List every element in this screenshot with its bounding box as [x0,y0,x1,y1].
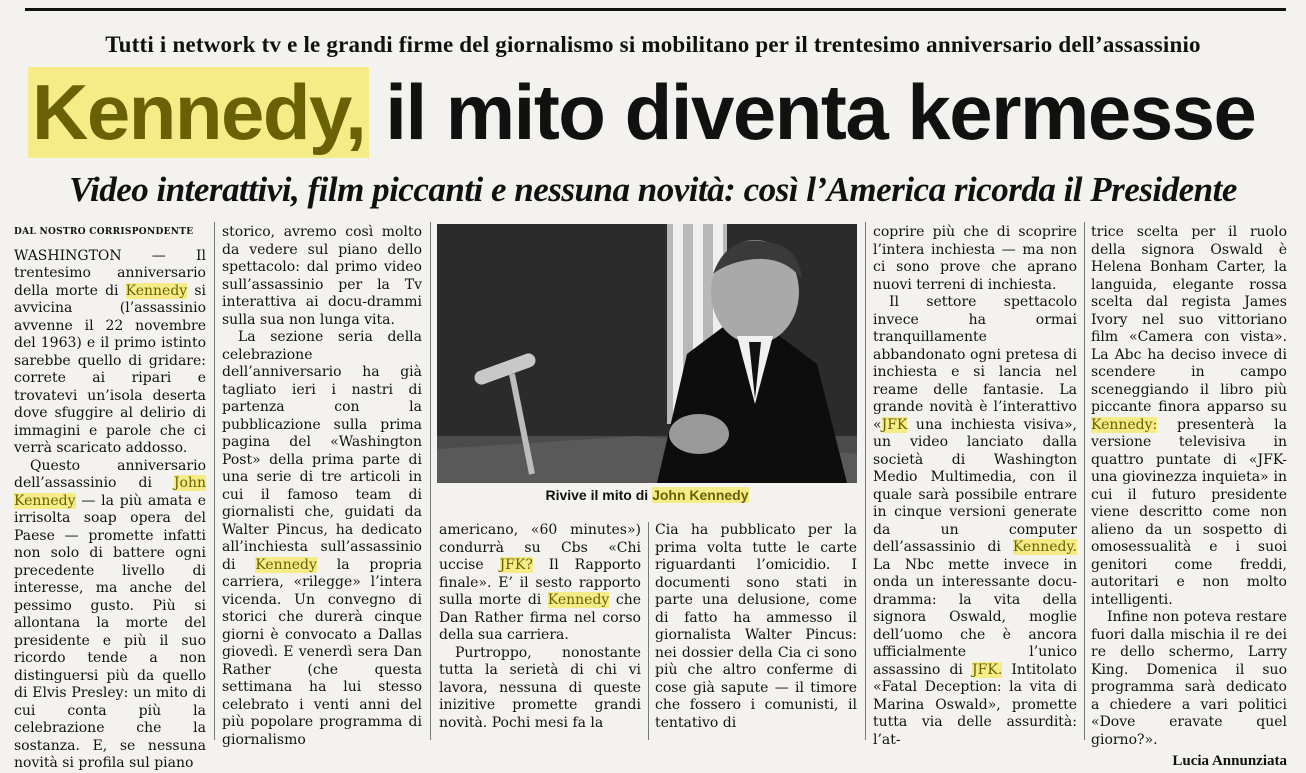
byline-top: DAL NOSTRO CORRISPONDENTE [14,227,194,237]
column-5 [873,224,1077,749]
column-divider [430,222,431,740]
column-2 [222,224,422,749]
kennedy-photo [437,224,857,483]
highlight: Kennedy [255,556,317,573]
highlight: JFK? [499,557,533,573]
column-6 [1091,224,1287,771]
top-rule [25,8,1286,11]
paragraph: Questo anniversario dell’assassinio di John Kennedy — la più amata e irrisolta soap opera del Paese — promette infatti non solo di battere ogni precedente livello di interesse, ma anche del pessimo gusto. Più si allontana la morte del presidente e più il suo ricordo tende a non distinguersi più da quello di Elvis Presley: un mito di cui conta più la celebrazione che la sostanza. E, se nessuna novità si profila sul piano [14,457,206,771]
headline-rest: il mito diventa kermesse [385,67,1256,156]
highlight: John Kennedy [14,475,206,509]
highlight: Kennedy: [1091,416,1158,433]
highlight: Kennedy [125,282,188,299]
headline [28,62,1255,162]
paragraph: La sezione seria della celebrazione dell’anniversario ha già tagliato ieri i nastri di partenza con la pubblicazione sulla prima pagina del «Washington Post» della prima parte di una serie di tre articoli in cui il famoso team di giornalisti che, guidati da Walter Pincus, ha dedicato all’inchiesta sull’assassinio di Kennedy la propria carriera, «rilegge» l’intera vicenda. Un convegno di storici che durerà cinque giorni è convocato a Dallas giovedì. E venerdì sera Dan Rather (che questa settimana ha lui stesso celebrato i venti anni del più popolare programma di giornalismo [222,329,422,748]
column-3 [439,522,641,732]
paragraph: americano, «60 minutes») condurrà su Cbs «Chi uccise JFK? Il Rapporto finale». E’ il sesto rapporto sulla morte di Kennedy che Dan Rather firma nel corso della sua carriera. [439,522,641,643]
highlight: Kennedy. [1012,539,1077,555]
paragraph: Il settore spettacolo invece ha ormai tranquillamente abbandonato ogni pretesa di inchiesta e si lancia nel reame delle fantasie. La grande novità è l’interattivo «JFK una inchiesta visiva», un video lanciato dalla società di Washington Medio Multimedia, con il quale sarà possibile entrare in cinque versioni generate da un computer dell’assassinio di Kennedy. La Nbc mette invece in onda un interessante docu-dramma: la vita della signora Oswald, moglie dell’uomo che è ancora ufficialmente l’unico assassino di JFK. Intitolato «Fatal Deception: la vita di Marina Oswald», promette tutta via delle assurdità: l’at- [873,294,1077,748]
subheadline: Video interattivi, film piccanti e nessuna novità: così l’America ricorda il Presidente [69,170,1237,209]
paragraph: storico, avremo così molto da vedere sul piano dello spettacolo: dal primo video sull’assassinio per la Tv interattiva ai docu-drammi sulla sua non lunga vita. [222,224,422,328]
author-signature: Lucia Annunziata [1172,753,1287,769]
photo-caption: Rivive il mito di John Kennedy [545,487,749,503]
column-divider [1084,222,1085,740]
kicker: Tutti i network tv e le grandi firme del giornalismo si mobilitano per il trentesimo anniversario dell’assassinio [105,32,1201,57]
paragraph: Purtroppo, nonostante tutta la serietà di chi vi lavora, nessuna di queste inizitive promette grandi novità. Pochi mesi fa la [439,644,641,731]
paragraph: coprire più che di scoprire l’intera inchiesta — ma non ci sono prove che aprano nuovi terreni di inchiesta. [873,224,1077,293]
highlight: JFK. [972,661,1003,678]
column-divider [865,222,866,740]
paragraph: Cia ha pubblicato per la prima volta tutte le carte riguardanti l’omicidio. I documenti sono stati in parte una delusione, come di fatto ha ammesso il giornalista Walter Pincus: nei dossier della Cia ci sono più che altro conferme di cose già sapute — il timore che fossero i comunisti, il tentativo di [655,522,857,731]
column-1 [14,224,206,773]
photo-illustration [437,224,857,483]
paragraph: WASHINGTON — Il trentesimo anniversario della morte di Kennedy si avvicina (l’assassinio avvenne il 22 novembre del 1963) e il primo istinto sarebbe quello di gridare: correte ai ripari e trovatevi un’isola deserta dove sfuggire al delirio di immagini e parole che ci verrà scaricato addosso. [14,247,206,456]
column-divider [648,522,649,740]
paragraph: Infine non poteva restare fuori dalla mischia il re dei re dello schermo, Larry King. Domenica il suo programma sarà dedicato a chiedere a vari politici «Dove eravate quel giorno?». [1091,609,1287,748]
column-divider [214,222,215,740]
caption-highlight: John Kennedy [652,487,749,503]
highlight: JFK [881,416,908,433]
headline-highlight: Kennedy, [28,67,369,158]
highlight: Kennedy [547,592,610,608]
paragraph: trice scelta per il ruolo della signora Oswald è Helena Bonham Carter, la languida, elegante rossa scelta dal regista James Ivory nel suo vittoriano film «Camera con vista». La Abc ha deciso invece di scendere in campo sceneggiando il libro più piccante finora apparso su Kennedy: presenterà la versione televisiva in quattro puntate di «JFK-una giovinezza inquieta» in cui il futuro presidente viene descritto come non alieno da un sospetto di omosessualità e i suoi genitori come freddi, autoritari e non molto intelligenti. [1091,224,1287,608]
column-4 [655,522,857,732]
